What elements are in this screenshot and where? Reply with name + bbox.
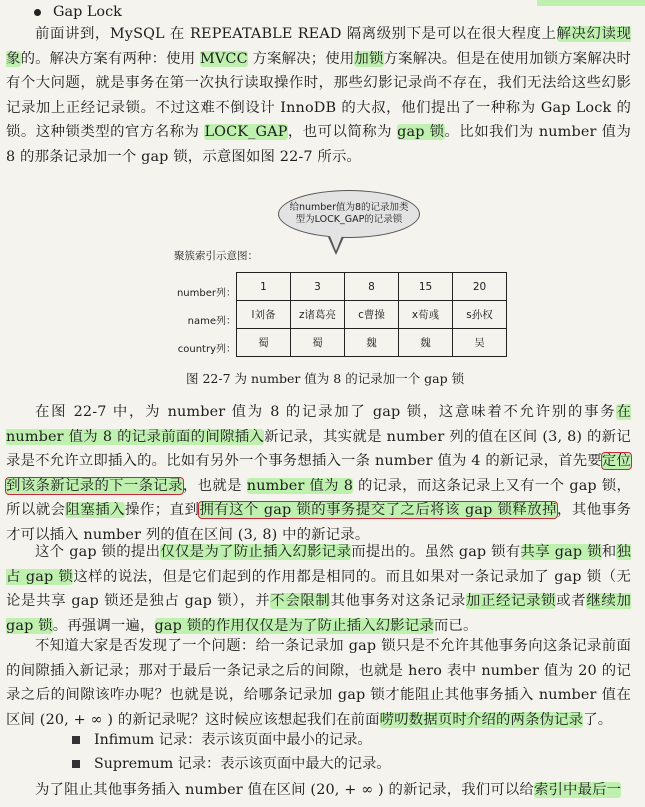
table-cell: l刘备 [237,301,291,329]
paragraph-gap-lock-purpose [6,540,631,638]
highlighted-text: 共享 gap 锁 [520,544,602,560]
bullet-supremum: Supremum 记录：表示该页面中最大的记录。 [72,753,390,775]
highlighted-text: 解决幻读现象 [6,26,631,67]
text-segment: 操作；直到 [124,502,200,519]
section-heading: Gap Lock [34,2,122,22]
text-segment: ，其他事务才可以插入 number 列的值在区间 (3, 8) 中的新记录。 [6,502,631,543]
table-cell: 魏 [345,329,399,357]
paragraph-conclusion [6,778,631,803]
highlighted-text: gap 锁的作用仅仅是为了防止插入幻影记录 [154,617,434,634]
table-cell: 1 [237,273,291,301]
text-segment: 而已。 [433,617,478,634]
table-cell: 8 [345,273,399,301]
text-segment: 不知道大家是否发现了一个问题：给一条记录加 gap 锁只是不允许其他事务向这条记录前面的间隙插入新记录；那对于最后一条记录之后的间隙，也就是 hero 表中 number 值为 20 的记录之后的间隙该咋办呢？也就是说，给哪条记录加 gap 锁才能阻止其他事务插入 number 值在区间 (20, + ∞ ) 的新记录呢？这时候应该想起我们在前面 [6,638,631,728]
paragraph-last-gap-question [6,634,631,732]
table-cell: 魏 [399,329,453,357]
figure-22-7 [140,180,520,380]
text-segment: 方案解决。但是在使用加锁方案解决时有个大问题，就是事务在第一次执行读取操作时，那些幻影记录尚不存在，我们无法给这些幻影记录加上正经记录锁。不过这难不倒设计 InnoDB 的大叔，他们提出了一种称为 Gap Lock 的锁。这种锁类型的官方名称为 [6,50,631,141]
highlighted-text: 加正经记录锁 [465,593,557,610]
text-segment: 新记录，其实就是 number 列的值在区间 (3, 8) 的新记录是不允许立即插入的。比如有另外一个事务想插入一条 number 值为 4 的新记录，首先要 [6,428,631,470]
text-segment: 的记录，而这条记录上又有一个 gap 锁，所以就会 [6,477,631,519]
highlighted-text: 唠叨数据页时介绍的两条伪记录 [379,711,584,728]
callout-bubble: 给number值为8的记录加类型为LOCK_GAP的记录锁 [278,190,420,238]
name-row [237,301,507,329]
text-segment: 为了阻止其他事务插入 number 值在区间 (20, + ∞ ) 的新记录，我们可以给 [35,782,534,798]
text-segment: 其他事务对这条记录 [330,593,466,610]
text-segment: 这个 gap 锁的提出 [35,544,161,560]
highlighted-text: 拥有这个 gap 锁的事务提交了之后将该 gap 锁释放掉 [199,502,557,519]
text-segment: 。比如我们为 number 值为 8 的那条记录加一个 gap 锁，示意图如图 22-7 所示。 [6,124,632,165]
table-cell: c曹操 [345,301,399,329]
text-segment: 。再强调一遍， [52,617,155,634]
highlighted-text: LOCK_GAP [204,124,288,141]
paragraph-gap-lock-example [6,400,631,548]
highlighted-text: 在 number 值为 8 的记录前面的间隙插入 [6,404,631,445]
row-label-name: name列： [187,316,236,327]
number-row [237,273,507,301]
table-cell: 3 [291,273,345,301]
bullet-dot-icon [34,9,41,16]
text-segment: 或者 [556,593,587,610]
text-segment: 了。 [583,711,613,728]
text-segment: 和 [601,544,617,560]
table-cell: 蜀 [237,329,291,357]
highlighted-text: 索引中最后一 [533,782,622,798]
table-cell: x荀彧 [399,301,453,329]
table-cell: z诸葛亮 [291,301,345,329]
highlighted-text: 阻塞插入 [65,502,125,519]
highlighted-text: 定位到该条新记录的下一条记录 [6,453,631,494]
highlighted-text: number 值为 8 [246,477,354,494]
figure-caption: 图 22-7 为 number 值为 8 的记录加一个 gap 锁 [186,371,465,386]
bullet-infimum: Infimum 记录：表示该页面中最小的记录。 [72,729,372,751]
text-segment: ，也可以简称为 [287,124,398,141]
text-segment: 的。解决方案有两种：使用 [20,50,200,67]
text-segment: 而提出的。虽然 gap 锁有 [351,544,521,560]
table-cell: 吴 [453,329,507,357]
record-table [236,272,507,357]
highlighted-text: gap 锁 [397,124,445,141]
highlight-mark [537,0,645,6]
paragraph-intro [6,22,631,170]
table-cell: 15 [399,273,453,301]
square-bullet-icon [72,760,80,768]
text-segment: 方案解决；使用 [247,50,355,67]
text-segment: 这样的说法，但是它们起到的作用都是相同的。而且如果对一条记录加了 gap 锁（无论是共享 gap 锁还是独占 gap 锁），并 [6,568,632,610]
table-cell: 蜀 [291,329,345,357]
highlighted-text: 继续加 gap 锁 [6,593,631,634]
highlighted-text: MVCC [200,50,248,67]
table-cell: s孙权 [453,301,507,329]
highlighted-text: 加锁 [354,50,384,67]
table-cell: 20 [453,273,507,301]
highlighted-text: 仅仅是为了防止插入幻影记录 [160,544,352,560]
text-segment: 前面讲到，MySQL 在 REPEATABLE READ 隔离级别下是可以在很大程度上 [35,26,557,42]
text-segment: ，也就是 [182,477,247,494]
country-row [237,329,507,357]
square-bullet-icon [72,736,80,744]
text-segment: 在图 22-7 中，为 number 值为 8 的记录加了 gap 锁，这意味着不允许别的事务 [35,404,617,420]
row-label-country: country列： [177,344,236,355]
figure-title: 聚簇索引示意图： [174,250,258,262]
row-label-number: number列： [176,288,236,299]
highlighted-text: 独占 gap 锁 [6,544,632,585]
highlighted-text: 不会限制 [270,593,331,610]
